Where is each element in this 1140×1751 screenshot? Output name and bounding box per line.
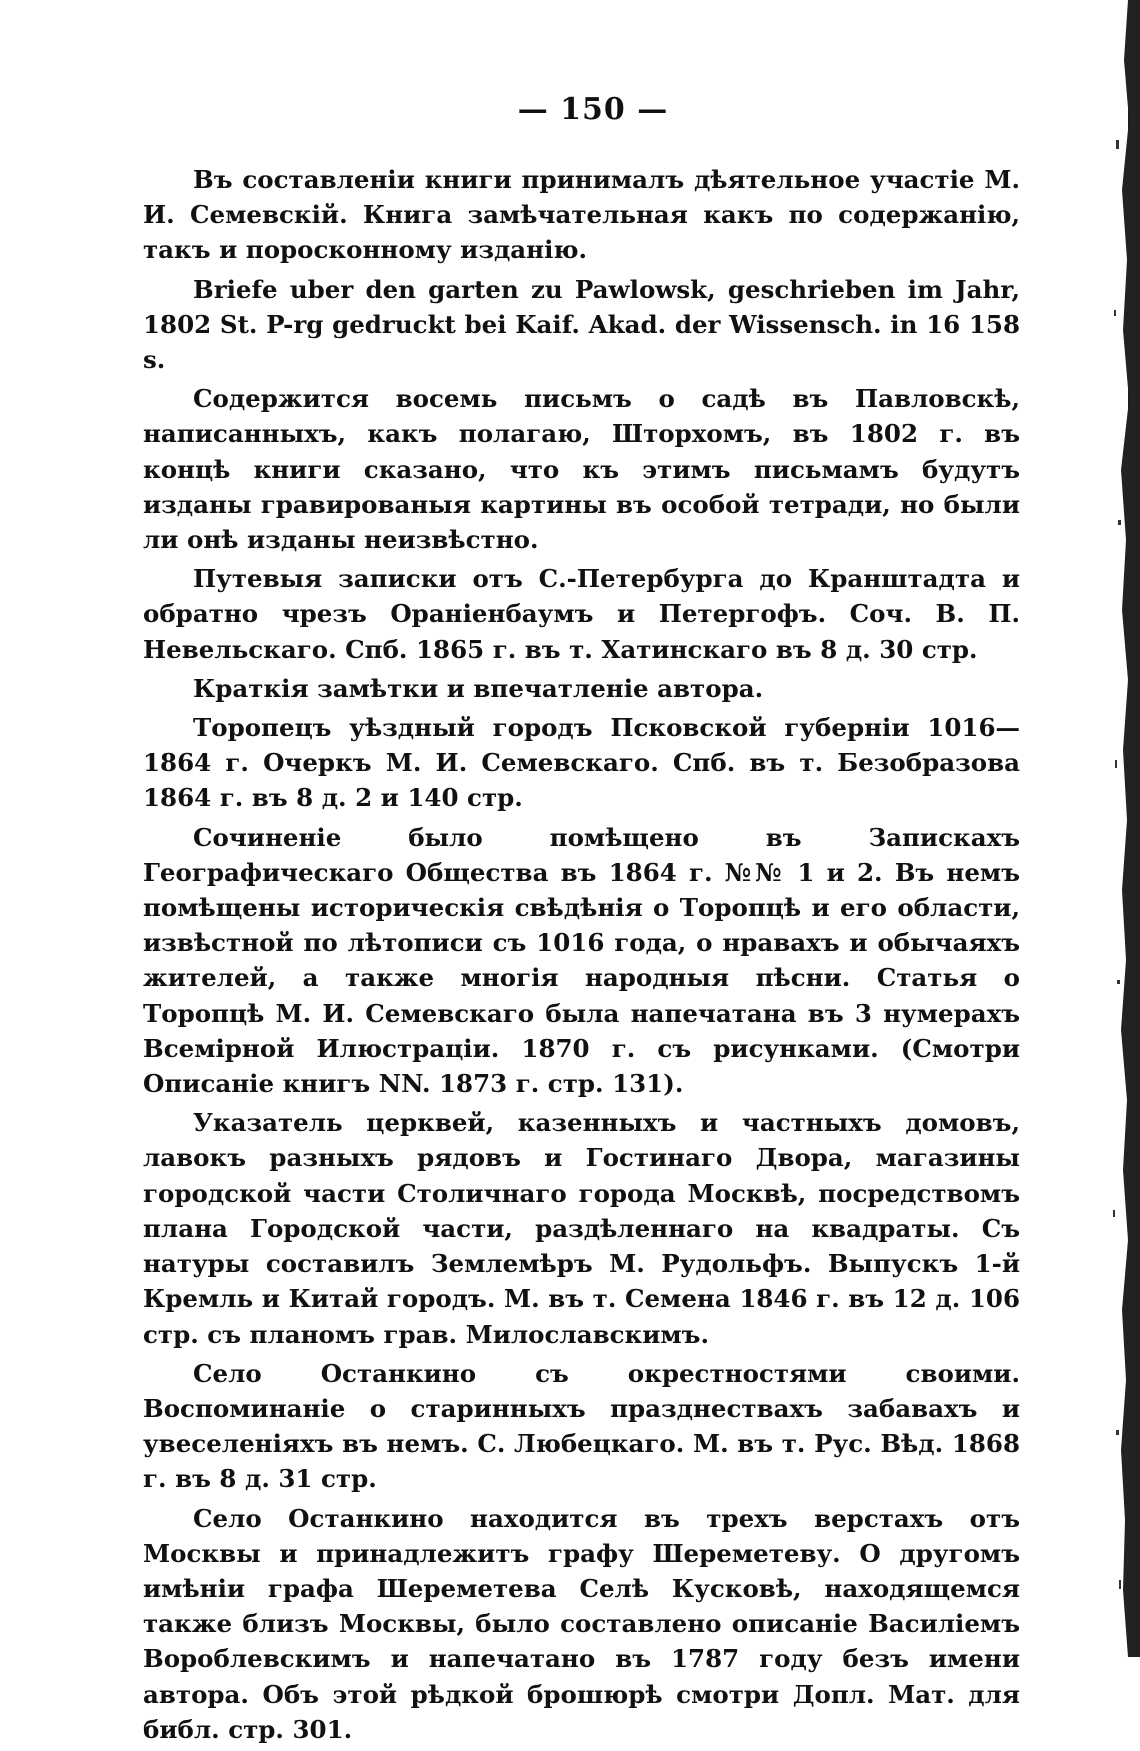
paragraph-text: uber den garten zu Pawlowsk, geschrieben im Jahr, 1802 St. P-rg gedruckt bei Kaif. Akad. der Wissensch. in 16 158 s. [143, 274, 1020, 375]
page-body [143, 162, 1020, 1751]
paragraph-7 [143, 820, 1020, 1102]
paragraph-text: Содержится восемь письмъ о садѣ въ Павловскѣ, написанныхъ, какъ полагаю, Шторхомъ, въ 1802 г. въ концѣ книги сказано, что къ этимъ письмамъ будутъ изданы гравированыя картины въ особой тетради, но были ли онѣ изданы неизвѣстно. [143, 384, 1020, 555]
paragraph-4 [143, 561, 1020, 667]
paragraph-text: записки отъ С.-Петербурга до Кранштадта и обратно чрезъ Ораніенбаумъ и Петергофъ. Соч. В. П. Невельскаго. Спб. 1865 г. въ т. Хатинскаго въ 8 д. 30 стр. [143, 564, 1020, 664]
paragraph-text: Останкино съ окрестностями своими. Воспоминаніе о старинныхъ празднествахъ забавахъ и увеселеніяхъ въ немъ. С. Любецкаго. М. въ т. Рус. Вѣд. 1868 г. въ 8 д. 31 стр. [143, 1358, 1020, 1494]
paragraph-3 [143, 381, 1020, 557]
paragraph-lead: Село [193, 1358, 262, 1388]
paragraph-lead: Briefe [193, 274, 278, 304]
paragraph-text: уѣздный городъ Псковской губерніи 1016—1864 г. Очеркъ М. И. Семевскаго. Спб. въ т. Безобразова 1864 г. въ 8 д. 2 и 140 стр. [143, 713, 1020, 813]
paragraph-5 [143, 671, 1020, 706]
page-number: — 150 — [517, 92, 669, 127]
paragraph-lead: Указатель [193, 1108, 343, 1138]
scan-edge-noise [1110, 0, 1140, 1657]
paragraph-text: Село Останкино находится въ трехъ верстахъ отъ Москвы и принадлежитъ графу Шереметеву. О другомъ имѣніи графа Шереметева Селѣ Кусковѣ, находящемся также близъ Москвы, было составлено описаніе Василіемъ Вороблевскимъ и напечатано въ 1787 году безъ имени автора. Объ этой рѣдкой брошюрѣ смотри Допл. Мат. для библ. стр. 301. [143, 1503, 1020, 1744]
paragraph-8 [143, 1105, 1020, 1351]
paragraph-10 [143, 1501, 1020, 1747]
paragraph-9 [143, 1356, 1020, 1497]
paragraph-1 [143, 162, 1020, 268]
paragraph-text: Краткія замѣтки и впечатленіе автора. [193, 673, 764, 703]
paragraph-6 [143, 710, 1020, 816]
paragraph-text: церквей, казенныхъ и частныхъ домовъ, лавокъ разныхъ рядовъ и Гостинаго Двора, магазины городской части Столичнаго города Москвѣ, посредствомъ плана Городской части, раздѣленнаго на квадраты. Съ натуры составилъ Землемѣръ М. Рудольфъ. Выпускъ 1-й Кремль и Китай городъ. М. въ т. Семена 1846 г. въ 12 д. 106 стр. съ планомъ грав. Милославскимъ. [143, 1108, 1020, 1349]
paragraph-2 [143, 272, 1020, 378]
paragraph-lead: Путевыя [193, 564, 323, 594]
paragraph-lead: Торопецъ [193, 713, 332, 743]
paragraph-text: Въ составленіи книги принималъ дѣятельное участіе М. И. Семевскій. Книга замѣчательная какъ по содержанію, такъ и поросконному изданію. [143, 165, 1020, 265]
paragraph-text: Сочиненіе было помѣщено въ Запискахъ Географическаго Общества въ 1864 г. №№ 1 и 2. Въ немъ помѣщены историческія свѣдѣнія о Торопцѣ и его области, извѣстной по лѣтописи съ 1016 года, о нравахъ и обычаяхъ жителей, а также многія народныя пѣсни. Статья о Торопцѣ М. И. Семевскаго была напечатана въ 3 нумерахъ Всемірной Илюстраціи. 1870 г. съ рисунками. (Смотри Описаніе книгъ NN. 1873 г. стр. 131). [143, 822, 1020, 1099]
